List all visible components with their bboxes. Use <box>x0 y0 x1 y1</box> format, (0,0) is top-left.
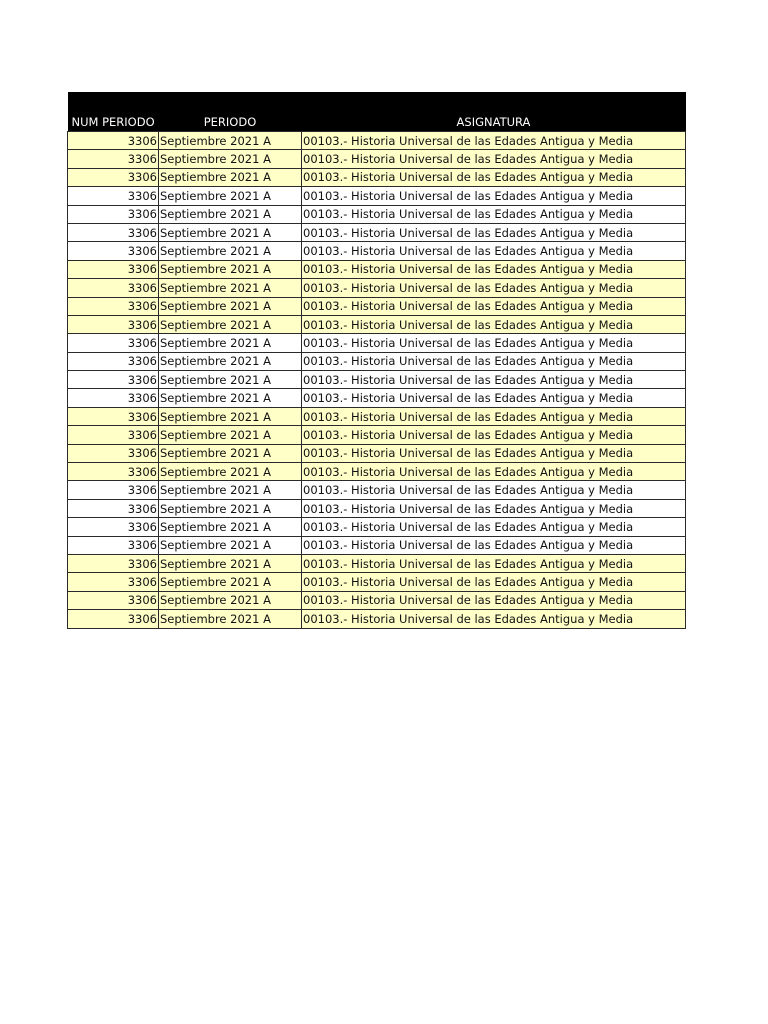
table-row <box>68 536 686 554</box>
table-row <box>68 591 686 609</box>
cell-periodo: Septiembre 2021 A <box>159 279 302 297</box>
table-row <box>68 352 686 370</box>
table-row <box>68 518 686 536</box>
cell-periodo: Septiembre 2021 A <box>159 168 302 186</box>
cell-periodo: Septiembre 2021 A <box>159 132 302 150</box>
cell-asignatura: 00103.- Historia Universal de las Edades Antigua y Media <box>302 389 686 407</box>
table-row <box>68 481 686 499</box>
cell-periodo: Septiembre 2021 A <box>159 352 302 370</box>
cell-asignatura: 00103.- Historia Universal de las Edades Antigua y Media <box>302 573 686 591</box>
table-row <box>68 389 686 407</box>
cell-asignatura: 00103.- Historia Universal de las Edades Antigua y Media <box>302 242 686 260</box>
cell-num-periodo: 3306 <box>68 499 159 517</box>
table-row <box>68 168 686 186</box>
cell-num-periodo: 3306 <box>68 150 159 168</box>
table-body <box>68 132 686 629</box>
cell-num-periodo: 3306 <box>68 205 159 223</box>
cell-asignatura: 00103.- Historia Universal de las Edades Antigua y Media <box>302 407 686 425</box>
cell-asignatura: 00103.- Historia Universal de las Edades Antigua y Media <box>302 279 686 297</box>
cell-periodo: Septiembre 2021 A <box>159 554 302 572</box>
cell-num-periodo: 3306 <box>68 407 159 425</box>
cell-asignatura: 00103.- Historia Universal de las Edades Antigua y Media <box>302 444 686 462</box>
table-row <box>68 334 686 352</box>
cell-num-periodo: 3306 <box>68 352 159 370</box>
table-row <box>68 371 686 389</box>
cell-periodo: Septiembre 2021 A <box>159 150 302 168</box>
header-asignatura: ASIGNATURA <box>302 92 686 132</box>
cell-num-periodo: 3306 <box>68 334 159 352</box>
cell-num-periodo: 3306 <box>68 223 159 241</box>
cell-periodo: Septiembre 2021 A <box>159 499 302 517</box>
cell-asignatura: 00103.- Historia Universal de las Edades Antigua y Media <box>302 223 686 241</box>
table-row <box>68 463 686 481</box>
table-row <box>68 426 686 444</box>
periodo-asignatura-table <box>67 92 686 629</box>
cell-num-periodo: 3306 <box>68 426 159 444</box>
cell-num-periodo: 3306 <box>68 536 159 554</box>
cell-periodo: Septiembre 2021 A <box>159 591 302 609</box>
table-row <box>68 205 686 223</box>
table-row <box>68 610 686 628</box>
cell-num-periodo: 3306 <box>68 610 159 628</box>
table-row <box>68 187 686 205</box>
cell-num-periodo: 3306 <box>68 481 159 499</box>
cell-num-periodo: 3306 <box>68 168 159 186</box>
cell-num-periodo: 3306 <box>68 389 159 407</box>
cell-num-periodo: 3306 <box>68 187 159 205</box>
cell-periodo: Septiembre 2021 A <box>159 407 302 425</box>
table-row <box>68 499 686 517</box>
cell-num-periodo: 3306 <box>68 463 159 481</box>
cell-asignatura: 00103.- Historia Universal de las Edades Antigua y Media <box>302 481 686 499</box>
cell-asignatura: 00103.- Historia Universal de las Edades Antigua y Media <box>302 463 686 481</box>
cell-num-periodo: 3306 <box>68 279 159 297</box>
cell-periodo: Septiembre 2021 A <box>159 610 302 628</box>
cell-periodo: Septiembre 2021 A <box>159 297 302 315</box>
table-header <box>68 92 686 132</box>
header-periodo: PERIODO <box>159 92 302 132</box>
cell-asignatura: 00103.- Historia Universal de las Edades Antigua y Media <box>302 371 686 389</box>
cell-asignatura: 00103.- Historia Universal de las Edades Antigua y Media <box>302 499 686 517</box>
cell-asignatura: 00103.- Historia Universal de las Edades Antigua y Media <box>302 168 686 186</box>
cell-asignatura: 00103.- Historia Universal de las Edades Antigua y Media <box>302 150 686 168</box>
cell-periodo: Septiembre 2021 A <box>159 371 302 389</box>
cell-asignatura: 00103.- Historia Universal de las Edades Antigua y Media <box>302 591 686 609</box>
table-row <box>68 279 686 297</box>
cell-num-periodo: 3306 <box>68 518 159 536</box>
cell-periodo: Septiembre 2021 A <box>159 260 302 278</box>
cell-periodo: Septiembre 2021 A <box>159 242 302 260</box>
cell-asignatura: 00103.- Historia Universal de las Edades Antigua y Media <box>302 334 686 352</box>
header-num-periodo: NUM PERIODO <box>68 92 159 132</box>
cell-num-periodo: 3306 <box>68 371 159 389</box>
cell-periodo: Septiembre 2021 A <box>159 223 302 241</box>
cell-asignatura: 00103.- Historia Universal de las Edades Antigua y Media <box>302 352 686 370</box>
cell-periodo: Septiembre 2021 A <box>159 426 302 444</box>
cell-asignatura: 00103.- Historia Universal de las Edades Antigua y Media <box>302 132 686 150</box>
table-row <box>68 554 686 572</box>
cell-asignatura: 00103.- Historia Universal de las Edades Antigua y Media <box>302 205 686 223</box>
table-row <box>68 260 686 278</box>
cell-num-periodo: 3306 <box>68 242 159 260</box>
table-row <box>68 223 686 241</box>
table-row <box>68 150 686 168</box>
cell-asignatura: 00103.- Historia Universal de las Edades Antigua y Media <box>302 554 686 572</box>
cell-asignatura: 00103.- Historia Universal de las Edades Antigua y Media <box>302 610 686 628</box>
cell-asignatura: 00103.- Historia Universal de las Edades Antigua y Media <box>302 315 686 333</box>
cell-periodo: Septiembre 2021 A <box>159 444 302 462</box>
cell-num-periodo: 3306 <box>68 444 159 462</box>
cell-asignatura: 00103.- Historia Universal de las Edades Antigua y Media <box>302 297 686 315</box>
cell-periodo: Septiembre 2021 A <box>159 315 302 333</box>
cell-asignatura: 00103.- Historia Universal de las Edades Antigua y Media <box>302 260 686 278</box>
cell-asignatura: 00103.- Historia Universal de las Edades Antigua y Media <box>302 426 686 444</box>
cell-periodo: Septiembre 2021 A <box>159 573 302 591</box>
cell-periodo: Septiembre 2021 A <box>159 463 302 481</box>
cell-num-periodo: 3306 <box>68 315 159 333</box>
table-row <box>68 297 686 315</box>
cell-periodo: Septiembre 2021 A <box>159 205 302 223</box>
cell-periodo: Septiembre 2021 A <box>159 536 302 554</box>
header-row <box>68 92 686 132</box>
table-row <box>68 132 686 150</box>
cell-periodo: Septiembre 2021 A <box>159 187 302 205</box>
table-row <box>68 573 686 591</box>
cell-num-periodo: 3306 <box>68 297 159 315</box>
cell-num-periodo: 3306 <box>68 554 159 572</box>
cell-periodo: Septiembre 2021 A <box>159 518 302 536</box>
cell-num-periodo: 3306 <box>68 591 159 609</box>
cell-asignatura: 00103.- Historia Universal de las Edades Antigua y Media <box>302 518 686 536</box>
cell-num-periodo: 3306 <box>68 132 159 150</box>
table-row <box>68 407 686 425</box>
cell-num-periodo: 3306 <box>68 573 159 591</box>
cell-periodo: Septiembre 2021 A <box>159 334 302 352</box>
table-row <box>68 242 686 260</box>
table-row <box>68 444 686 462</box>
table-row <box>68 315 686 333</box>
cell-num-periodo: 3306 <box>68 260 159 278</box>
cell-asignatura: 00103.- Historia Universal de las Edades Antigua y Media <box>302 187 686 205</box>
cell-periodo: Septiembre 2021 A <box>159 481 302 499</box>
cell-periodo: Septiembre 2021 A <box>159 389 302 407</box>
cell-asignatura: 00103.- Historia Universal de las Edades Antigua y Media <box>302 536 686 554</box>
